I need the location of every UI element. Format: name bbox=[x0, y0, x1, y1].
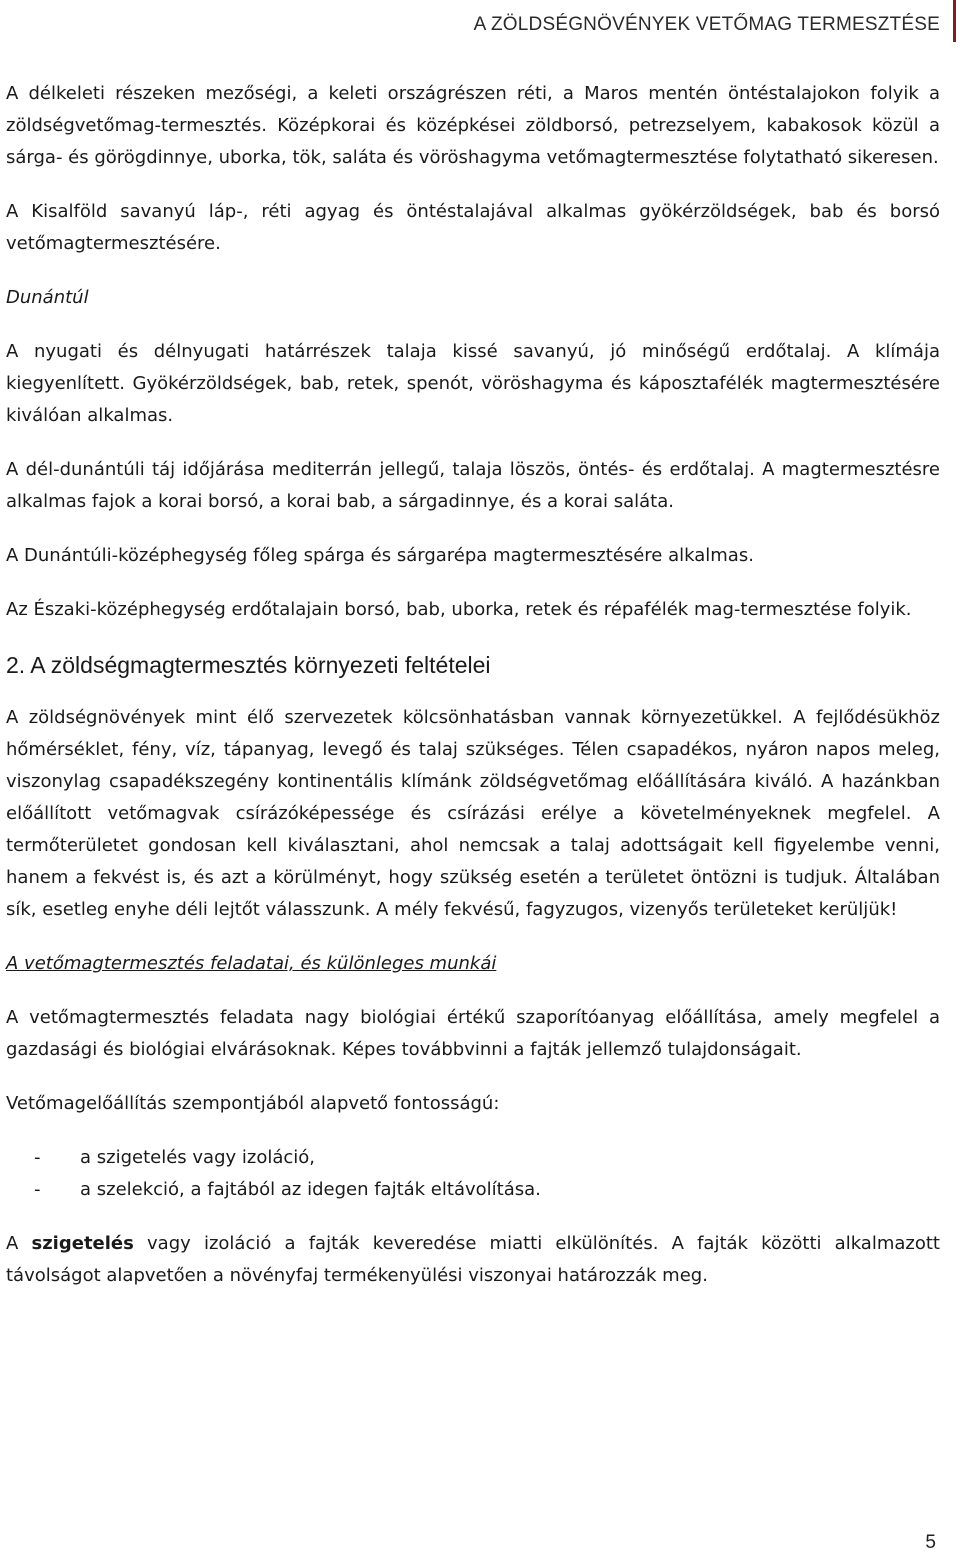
paragraph-south-transdanubia: A dél-dunántúli táj időjárása mediterrán jellegű, talaja löszös, öntés- és erdőtalaj. A magtermesztésre alkalmas fajok a korai borsó, a korai bab, a sárgadinnye, és a korai saláta. bbox=[6, 459, 940, 512]
page-number: 5 bbox=[925, 1532, 936, 1553]
list-item bbox=[6, 1174, 940, 1206]
isolation-prefix: A bbox=[6, 1233, 32, 1254]
list-item bbox=[6, 1142, 940, 1174]
paragraph-kisalfold: A Kisalföld savanyú láp-, réti agyag és öntéstalajával alkalmas gyökérzöldségek, bab és borsó vetőmagtermesztésére. bbox=[6, 201, 940, 254]
running-header: A ZÖLDSÉGNÖVÉNYEK VETŐMAG TERMESZTÉSE bbox=[473, 14, 940, 35]
isolation-rest: vagy izoláció a fajták keveredése miatti elkülönítés. A fajták közötti alkalmazott távolságot alapvetően a növényfaj termékenyülési viszonyai határozzák meg. bbox=[6, 1233, 940, 1286]
subheading-dunantul: Dunántúl bbox=[6, 287, 89, 308]
importance-list bbox=[6, 1142, 940, 1206]
paragraph-west-southwest: A nyugati és délnyugati határrészek talaja kissé savanyú, jó minőségű erdőtalaj. A klímája kiegyenlített. Gyökérzöldségek, bab, retek, spenót, vöröshagyma és káposztafélék magtermesztésére kiválóan alkalmas. bbox=[6, 341, 940, 426]
list-dash-marker: - bbox=[34, 1147, 41, 1168]
paragraph-northern-mountains: Az Északi-középhegység erdőtalajain borsó, bab, uborka, retek és répafélék mag-termesztése folyik. bbox=[6, 599, 912, 620]
paragraph-importance: Vetőmagelőállítás szempontjából alapvető fontosságú: bbox=[6, 1093, 500, 1114]
list-item-text: a szelekció, a fajtából az idegen fajták eltávolítása. bbox=[80, 1179, 541, 1200]
paragraph-southeast: A délkeleti részeken mezőségi, a keleti országrészen réti, a Maros mentén öntéstalajokon folyik a zöldségvetőmag-termesztés. Középkorai és középkései zöldborsó, petrezselyem, kabakosok közül a sárga- és görögdinnye, uborka, tök, saláta és vöröshagyma vetőmagtermesztése folytatható sikeresen. bbox=[6, 83, 940, 168]
paragraph-environment: A zöldségnövények mint élő szervezetek kölcsönhatásban vannak környezetükkel. A fejlődésükhöz hőmérséklet, fény, víz, tápanyag, levegő és talaj szükséges. Télen csapadékos, nyáron napos meleg, viszonylag csapadékszegény kontinentális klímánk zöldségvetőmag előállítására kiváló. A hazánkban előállított vetőmagvak csírázóképessége és csírázási erélye a követelményeknek megfelel. A termőterületet gondosan kell kiválasztani, ahol nemcsak a talaj adottságait kell figyelembe venni, hanem a fekvést is, és azt a körülményt, hogy szükség esetén a területet öntözni is tudjuk. Általában sík, esetleg enyhe déli lejtőt válasszunk. A mély fekvésű, fagyzugos, vizenyős területeket kerüljük! bbox=[6, 707, 940, 920]
paragraph-tasks: A vetőmagtermesztés feladata nagy biológiai értékű szaporítóanyag előállítása, amely megfelel a gazdasági és biológiai elvárásoknak. Képes továbbvinni a fajták jellemző tulajdonságait. bbox=[6, 1007, 940, 1060]
list-item-text: a szigetelés vagy izoláció, bbox=[80, 1147, 315, 1168]
subheading-tasks: A vetőmagtermesztés feladatai, és különleges munkái bbox=[6, 953, 497, 974]
paragraph-isolation bbox=[6, 1228, 940, 1292]
section-title-environment: 2. A zöldségmagtermesztés környezeti feltételei bbox=[6, 652, 491, 678]
list-dash-marker: - bbox=[34, 1179, 41, 1200]
header-accent-rule bbox=[953, 0, 956, 42]
isolation-term: szigetelés bbox=[31, 1233, 134, 1254]
document-body bbox=[6, 78, 940, 1314]
paragraph-transdanubian-mountains: A Dunántúli-középhegység főleg spárga és sárgarépa magtermesztésére alkalmas. bbox=[6, 545, 754, 566]
